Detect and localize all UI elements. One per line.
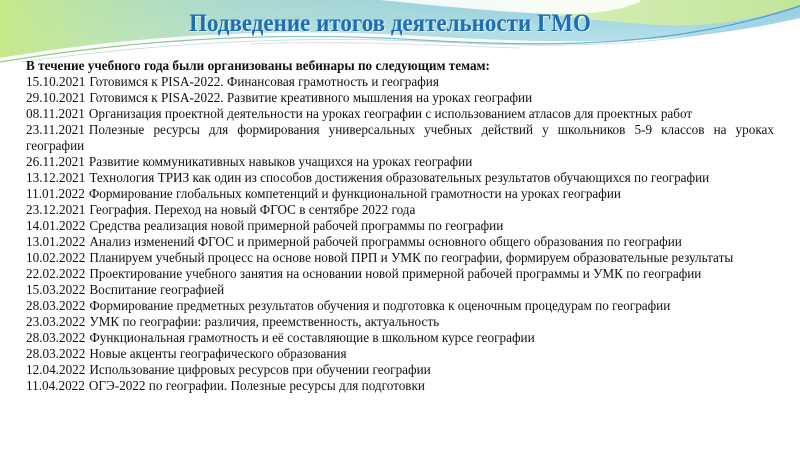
list-item bbox=[26, 122, 774, 154]
list-item bbox=[26, 218, 774, 234]
webinar-date: 08.11.2021 bbox=[26, 106, 85, 121]
list-item bbox=[26, 298, 774, 314]
webinar-date: 15.10.2021 bbox=[26, 74, 86, 89]
list-item bbox=[26, 170, 774, 186]
webinar-topic: Технология ТРИЗ как один из способов достижения образовательных результатов обучающихся по географии bbox=[89, 170, 710, 185]
intro-heading: В течение учебного года были организованы вебинары по следующим темам: bbox=[26, 58, 490, 73]
slide-title: Подведение итогов деятельности ГМО bbox=[189, 10, 591, 37]
webinar-date: 11.01.2022 bbox=[26, 186, 85, 201]
webinar-topic: Функциональная грамотность и её составляющие в школьном курсе географии bbox=[89, 330, 535, 345]
webinar-topic: Полезные ресурсы для формирования универсальных учебных действий у школьников 5-9 классов на уроках географии bbox=[26, 122, 774, 153]
list-item bbox=[26, 234, 774, 250]
webinar-topic: Организация проектной деятельности на уроках географии с использованием атласов для проектных работ bbox=[88, 106, 693, 121]
webinar-topic: Анализ изменений ФГОС и примерной рабочей программы основного общего образования по географии bbox=[89, 234, 682, 249]
webinar-topic: УМК по географии: различия, преемственность, актуальность bbox=[89, 314, 440, 329]
webinar-date: 11.04.2022 bbox=[26, 378, 85, 393]
webinar-topic: Готовимся к PISA-2022. Финансовая грамотность и география bbox=[89, 74, 439, 89]
webinar-date: 13.12.2021 bbox=[26, 170, 86, 185]
webinar-date: 13.01.2022 bbox=[26, 234, 86, 249]
webinar-topic: Развитие коммуникативных навыков учащихся на уроках географии bbox=[88, 154, 473, 169]
list-item bbox=[26, 330, 774, 346]
webinar-date: 29.10.2021 bbox=[26, 90, 86, 105]
webinar-date: 23.12.2021 bbox=[26, 202, 86, 217]
webinar-date: 28.03.2022 bbox=[26, 346, 86, 361]
webinar-date: 14.01.2022 bbox=[26, 218, 86, 233]
list-item bbox=[26, 346, 774, 362]
webinar-date: 23.11.2021 bbox=[26, 122, 85, 137]
list-item bbox=[26, 202, 774, 218]
list-item bbox=[26, 378, 774, 394]
webinar-date: 26.11.2021 bbox=[26, 154, 85, 169]
webinar-topic: ОГЭ-2022 по географии. Полезные ресурсы для подготовки bbox=[88, 378, 425, 393]
list-item bbox=[26, 186, 774, 202]
webinar-topic: Готовимся к PISA-2022. Развитие креативного мышления на уроках географии bbox=[89, 90, 533, 105]
webinar-topic: Проектирование учебного занятия на основании новой примерной рабочей программы и УМК по географии bbox=[89, 266, 702, 281]
webinar-topic: Воспитание географией bbox=[89, 282, 225, 297]
webinar-topic: Формирование глобальных компетенций и функциональной грамотности на уроках географии bbox=[88, 186, 621, 201]
webinar-topic: Новые акценты географического образования bbox=[89, 346, 347, 361]
list-item bbox=[26, 250, 774, 266]
webinar-date: 22.02.2022 bbox=[26, 266, 86, 281]
list-item bbox=[26, 362, 774, 378]
webinar-topic: Планируем учебный процесс на основе новой ПРП и УМК по географии, формируем образовательные результаты bbox=[89, 250, 734, 265]
list-item bbox=[26, 106, 774, 122]
webinar-date: 10.02.2022 bbox=[26, 250, 86, 265]
webinar-topic: Средства реализация новой примерной рабочей программы по географии bbox=[89, 218, 504, 233]
list-item bbox=[26, 74, 774, 90]
webinar-date: 28.03.2022 bbox=[26, 330, 86, 345]
webinar-topic: Использование цифровых ресурсов при обучении географии bbox=[89, 362, 431, 377]
webinar-topic: География. Переход на новый ФГОС в сентябре 2022 года bbox=[89, 202, 416, 217]
list-item bbox=[26, 314, 774, 330]
list-item bbox=[26, 266, 774, 282]
webinar-date: 28.03.2022 bbox=[26, 298, 86, 313]
list-item bbox=[26, 90, 774, 106]
webinar-date: 15.03.2022 bbox=[26, 282, 86, 297]
webinar-topic: Формирование предметных результатов обучения и подготовка к оценочным процедурам по географии bbox=[89, 298, 671, 313]
webinar-date: 12.04.2022 bbox=[26, 362, 86, 377]
webinar-date: 23.03.2022 bbox=[26, 314, 86, 329]
list-item bbox=[26, 282, 774, 298]
list-item bbox=[26, 154, 774, 170]
webinar-list bbox=[26, 58, 774, 394]
